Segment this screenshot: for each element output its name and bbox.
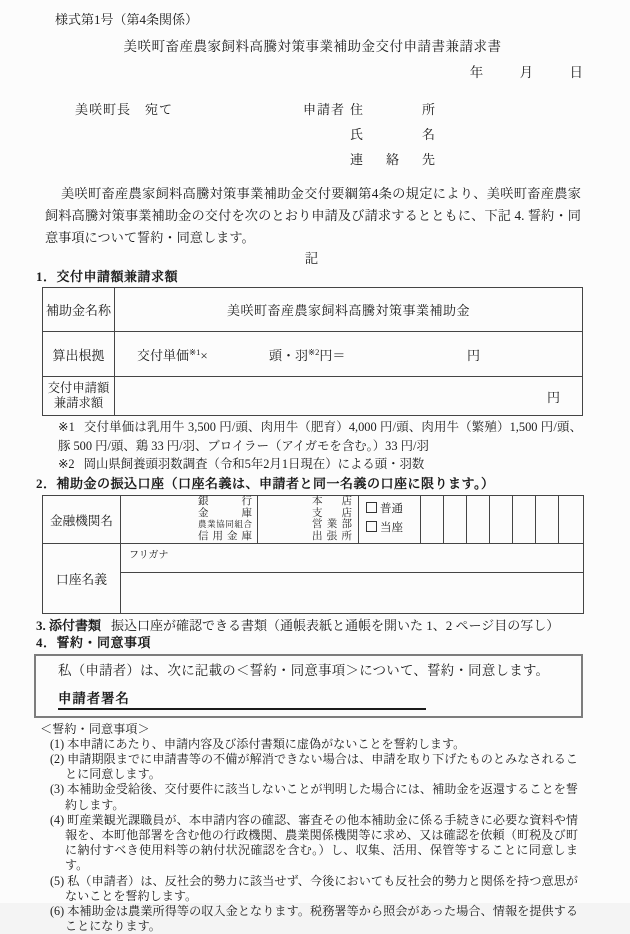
bank-type-options: 銀行 金庫 農業協同組合 信用金庫 [198,496,252,542]
applicant-address-label: 住所 [350,102,436,117]
ki-label: 記 [304,251,321,266]
institution-label: 金融機関名 [43,495,121,543]
notes-block [58,418,582,474]
account-digit-cell [444,495,467,543]
term-item-6: (6) 本補助金は農業所得等の収入金となります。税務署等から照会があった場合、情報を提供することになります。 [50,903,578,934]
account-holder-label: 口座名義 [43,543,121,613]
note2-ref: ※2 [308,347,320,357]
formula-head-count: 頭・羽$^{※2}$円＝ [269,347,346,363]
section1-heading: 1．交付申請額兼請求額 [36,269,179,284]
application-amount-yen-label: 円 [115,377,583,416]
intro-paragraph: 美咲町畜産農家飼料高騰対策事業補助金交付要綱第4条の規定により、美咲町畜産農家飼料高騰対策事業補助金の交付を次のとおり申請及び請求するとともに、下記 4. 誓約・同意事項について誓約・同意します。 [45,186,581,245]
account-digit-cell [467,495,490,543]
formula-yen-label: 円 [467,348,481,363]
application-amount-table [42,287,583,416]
checkbox-current-icon [366,521,377,532]
account-type-current: 当座 [366,519,420,538]
applicant-name-label: 氏名 [350,127,436,142]
formula-unit-price: 交付単価$^{※1}$× [137,347,208,363]
term-item-3: (3) 本補助金受給後、交付要件に該当しないことが判明した場合には、補助金を返還することを誓約します。 [50,782,578,812]
applicant-contact-label: 連絡先 [350,152,436,167]
note-2: ※2 岡山県飼養頭羽数調査（令和5年2月1日現在）による頭・羽数 [58,457,425,471]
date-day-label: 日 [569,65,583,80]
checkbox-ordinary-icon [366,502,377,513]
signature-line [58,689,426,710]
bank-name-cell [121,495,258,543]
account-digit-cell [490,495,513,543]
account-digit-cell [559,495,584,543]
applicant-label: 申請者 [303,102,346,117]
date-line [42,64,583,82]
calculation-formula-cell [115,332,583,377]
subsidy-name-label: 補助金名称 [43,288,115,332]
account-type-cell [359,495,421,543]
term-item-1: (1) 本申請にあたり、申請内容及び添付書類に虚偽がないことを誓約します。 [50,736,466,751]
account-digit-cell [513,495,536,543]
addressee: 美咲町長 宛て [75,102,174,117]
addressee-applicant-row [42,97,583,172]
account-digit-cell [536,495,559,543]
page-title: 美咲町畜産農家飼料高騰対策事業補助金交付申請書兼請求書 [123,39,502,54]
form-code: 様式第1号（第4条関係） [55,12,199,27]
section3-text: 振込口座が確認できる書類（通帳表紙と通帳を開いた 1、2 ページ目の写し） [111,617,560,633]
section3-line [36,618,583,634]
note1-ref: ※1 [189,347,201,357]
account-holder-blank-cell [121,572,584,613]
date-year-label: 年 [469,65,484,80]
signature-label: 申請者署名 [58,690,130,706]
section2-heading: 2．補助金の振込口座（口座名義は、申請者と同一名義の口座に限ります。） [36,475,495,491]
subsidy-name-value: 美咲町畜産農家飼料高騰対策事業補助金 [115,288,583,332]
term-item-4: (4) 町産業観光課職員が、本申請内容の確認、審査その他本補助金に係る手続きに必要な資料や情報を、本町他部署を含む他の行政機関、農業関係機関等に求め、又は確認を依頼（町税及び町に納付すべき使用料等の納付状況確認を含む。）し、収集、活用、保管等することに同意します。 [50,812,578,873]
terms-list [50,737,578,934]
account-type-ordinary: 普通 [366,500,420,519]
account-digit-cell [421,495,444,543]
date-month-label: 月 [519,65,534,80]
applicant-block [303,97,435,172]
terms-heading: ＜誓約・同意事項＞ [40,721,150,736]
applicant-fields [350,97,435,172]
bank-account-table [42,495,584,614]
term-item-5: (5) 私（申請者）は、反社会的勢力に該当せず、今後においても反社会的勢力と関係を持つ意思がないことを誓約します。 [50,873,578,903]
pledge-statement: 私（申請者）は、次に記載の＜誓約・同意事項＞について、誓約・同意します。 [58,662,550,678]
pledge-box [34,654,583,718]
branch-name-cell [258,495,359,543]
furigana-cell: フリガナ [121,543,584,572]
section3-heading: 3. 添付書類 [36,617,102,633]
calculation-basis-label: 算出根拠 [43,332,115,377]
section4-heading: 4．誓約・同意事項 [36,634,152,650]
note-1: ※1 交付単価は乳用牛 3,500 円/頭、肉用牛（肥育）4,000 円/頭、肉用牛（繁殖）1,500 円/頭、豚 500 円/頭、鶏 33 円/羽、ブロイラー（アイガモを含む。）33 円/羽 [58,420,582,453]
application-amount-label: 交付申請額 兼請求額 [43,377,115,416]
branch-type-options: 本店 支店 営業部 出張所 [312,496,352,542]
term-item-2: (2) 申請期限までに申請書等の不備が解消できない場合は、申請を取り下げたものとみなされることに同意します。 [50,751,578,782]
